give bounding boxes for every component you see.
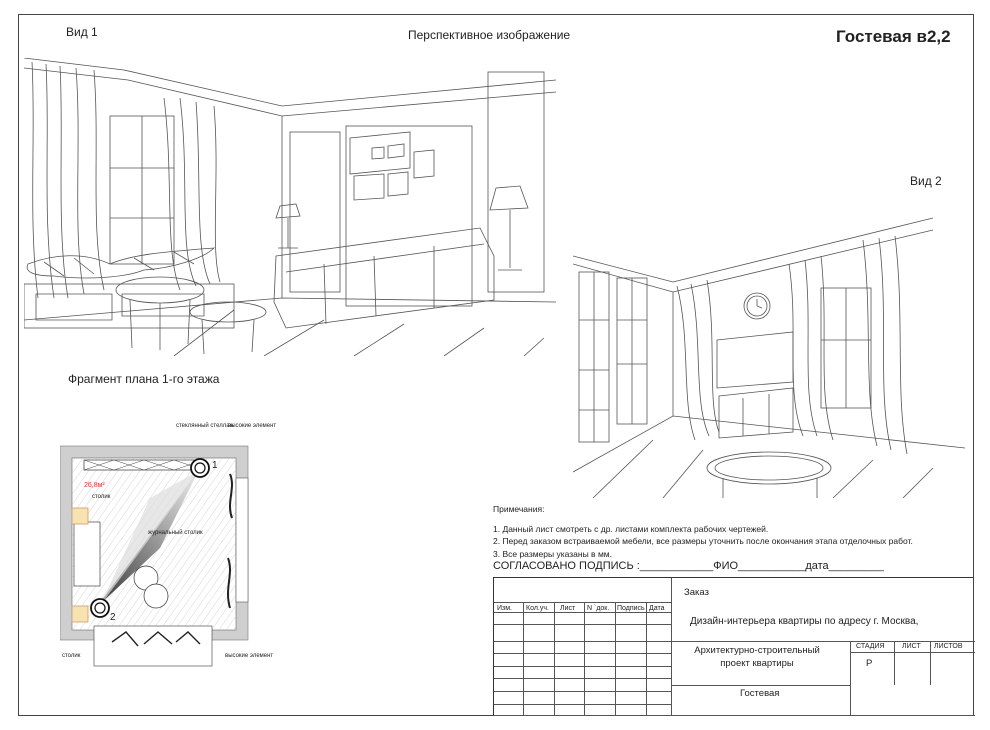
col-doc: N `док. xyxy=(587,605,610,612)
view-marker-2: 2 xyxy=(110,612,116,623)
view1-sketch xyxy=(24,58,556,356)
coffee-table-label: журнальный столик xyxy=(148,530,203,536)
table-bottom-label: столик xyxy=(62,653,81,659)
perspective-label: Перспективное изображение xyxy=(408,28,571,42)
view2-sketch xyxy=(573,200,965,498)
order-label: Заказ xyxy=(684,587,709,598)
floor-plan xyxy=(60,438,250,668)
notes-title: Примечания: xyxy=(493,504,545,514)
col-izm: Изм. xyxy=(497,605,512,612)
stage-header: СТАДИЯ xyxy=(856,643,885,650)
col-signature: Подпись xyxy=(617,605,645,612)
tall-element-top-label: высокие элемент xyxy=(228,423,277,429)
stage-value: Р xyxy=(866,658,873,669)
sheet-title: Гостевая в2,2 xyxy=(836,27,951,46)
col-koluch: Кол.уч. xyxy=(526,605,549,612)
view1-label: Вид 1 xyxy=(66,25,98,39)
room-name: Гостевая xyxy=(740,688,780,699)
col-date: Дата xyxy=(649,605,665,612)
sheets-header: ЛИСТОВ xyxy=(934,643,963,650)
notes-block xyxy=(493,503,913,572)
sheet-header: ЛИСТ xyxy=(902,643,921,650)
view2-label: Вид 2 xyxy=(910,174,942,188)
approval-line: СОГЛАСОВАНО ПОДПИСЬ :____________ФИО___________дата_________ xyxy=(493,559,884,572)
title-block xyxy=(493,577,974,715)
note-item: 3. Все размеры указаны в мм. xyxy=(493,548,612,559)
glass-rack-label: стеклянный стеллаж xyxy=(176,423,234,429)
col-list: Лист xyxy=(560,605,576,612)
section-title: Архитектурно-строительный проект квартиры xyxy=(694,645,820,669)
project-title: Дизайн-интерьера квартиры по адресу г. Москва, xyxy=(690,616,919,627)
note-item: 1. Данный лист смотреть с др. листами комплекта рабочих чертежей. xyxy=(493,524,769,535)
note-item: 2. Перед заказом встраиваемой мебели, все размеры уточнить после окончания этапа отделочных работ. xyxy=(493,536,913,547)
table-top-label: столик xyxy=(92,494,111,500)
tall-element-bottom-label: высокие элемент xyxy=(225,653,274,659)
area-label: 26,8м² xyxy=(84,482,105,489)
view-marker-1: 1 xyxy=(212,460,218,471)
plan-caption: Фрагмент плана 1-го этажа xyxy=(68,372,220,386)
